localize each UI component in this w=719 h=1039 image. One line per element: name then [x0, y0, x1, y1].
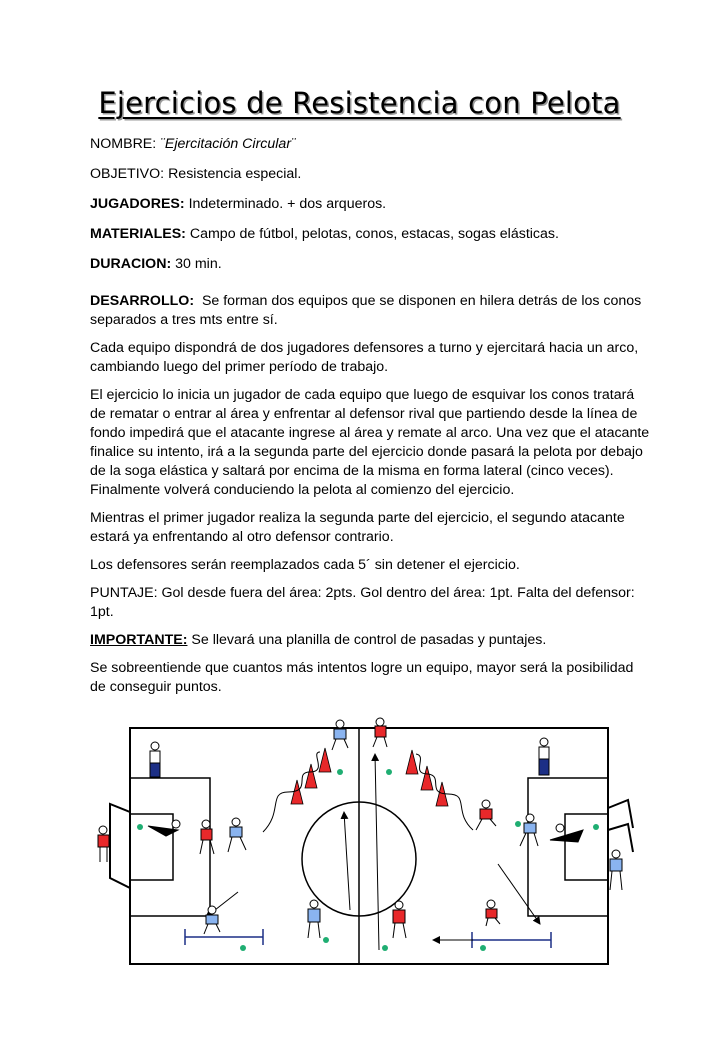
left-dribble-path: [263, 752, 320, 832]
keeper-left-diving: [148, 820, 180, 836]
blue-player-6: [610, 850, 622, 890]
materiales-value: Campo de fútbol, pelotas, conos, estacas, sogas elásticas.: [189, 226, 559, 242]
nombre-label: NOMBRE:: [90, 136, 157, 152]
red-player-2: [200, 820, 214, 854]
importante-label: IMPORTANTE:: [90, 632, 188, 648]
duracion-label: DURACION:: [90, 256, 172, 272]
arrow-left-attack: [344, 812, 350, 910]
right-goal-area: [565, 814, 608, 880]
blue-player-1: [228, 818, 246, 852]
left-goal-area: [130, 814, 173, 880]
jugadores-line: [90, 195, 650, 214]
blue-player-4: [308, 900, 320, 938]
right-cones: [406, 750, 448, 806]
players: [98, 718, 622, 938]
materiales-label: MATERIALES:: [90, 226, 186, 242]
goalkeeper-left: [150, 742, 160, 777]
jugadores-value: Indeterminado. + dos arqueros.: [188, 196, 387, 212]
goalkeeper-right: [539, 738, 549, 775]
nota-paragraph: Se sobreentiende que cuantos más intentos logre un equipo, mayor será la posibilidad de conseguir puntos.: [90, 660, 634, 695]
objetivo-line: [90, 165, 650, 184]
right-penalty-area: [528, 778, 608, 916]
desarrollo-paragraph: [90, 292, 650, 330]
duracion-line: [90, 255, 650, 274]
red-player-1: [98, 826, 109, 862]
left-penalty-area: [130, 778, 210, 916]
red-player-6: [486, 900, 500, 926]
keeper-right-diving: [550, 824, 583, 842]
arrow-right-attack: [375, 754, 379, 950]
nombre-line: [90, 135, 650, 154]
paragraph-2: Cada equipo dispondrá de dos jugadores defensores a turno y ejercitará hacia un arco, cambiando luego del primer período de trabajo.: [90, 340, 639, 375]
materiales-line: [90, 225, 650, 244]
duracion-value: 30 min.: [175, 256, 222, 272]
document-body: [90, 135, 650, 706]
objetivo-value: Resistencia especial.: [168, 166, 302, 182]
red-player-5: [393, 901, 406, 938]
red-player-3: [373, 718, 387, 747]
importante-text: Se llevará una planilla de control de pasadas y puntajes.: [191, 632, 547, 648]
paragraph-4: Mientras el primer jugador realiza la segunda parte del ejercicio, el segundo atacante estará ya enfrentando al otro defensor contrario.: [90, 510, 625, 545]
desarrollo-text: Se forman dos equipos que se disponen en hilera detrás de los conos separados a tres mts entre sí.: [90, 293, 642, 328]
page-title: Ejercicios de Resistencia con Pelota: [98, 86, 621, 120]
blue-player-2: [332, 720, 348, 750]
left-goal: [110, 804, 130, 888]
importante-paragraph: [90, 631, 650, 650]
red-player-4: [476, 800, 496, 830]
jugadores-label: JUGADORES:: [90, 196, 185, 212]
nombre-value: ¨Ejercitación Circular¨: [160, 136, 296, 152]
blue-player-5: [520, 814, 538, 846]
paragraph-5: Los defensores serán reemplazados cada 5´ sin detener el ejercicio.: [90, 557, 520, 573]
objetivo-label: OBJETIVO:: [90, 166, 165, 182]
puntaje-paragraph: PUNTAJE: Gol desde fuera del área: 2pts. Gol dentro del área: 1pt. Falta del defensor: 1pt.: [90, 585, 635, 620]
right-goal: [608, 800, 633, 852]
left-elastic-rope: [185, 929, 263, 945]
exercise-field-diagram: [88, 712, 648, 972]
arrow-right-defender: [498, 864, 540, 924]
desarrollo-label: DESARROLLO:: [90, 293, 195, 309]
left-cones: [291, 748, 331, 804]
paragraph-3: El ejercicio lo inicia un jugador de cada equipo que luego de esquivar los conos tratará de rematar o entrar al área y enfrentar al defensor rival que partiendo desde la línea de fondo impedirá que el atacante ingrese al área y remate al arco. Una vez que el atacante finalice su intento, irá a la segunda parte del ejercicio donde pasará la pelota por debajo de la soga elástica y saltará por encima de la misma en forma lateral (cinco veces). Finalmente volverá conduciendo la pelota al comienzo del ejercicio.: [90, 387, 650, 498]
blue-player-3: [204, 906, 220, 934]
